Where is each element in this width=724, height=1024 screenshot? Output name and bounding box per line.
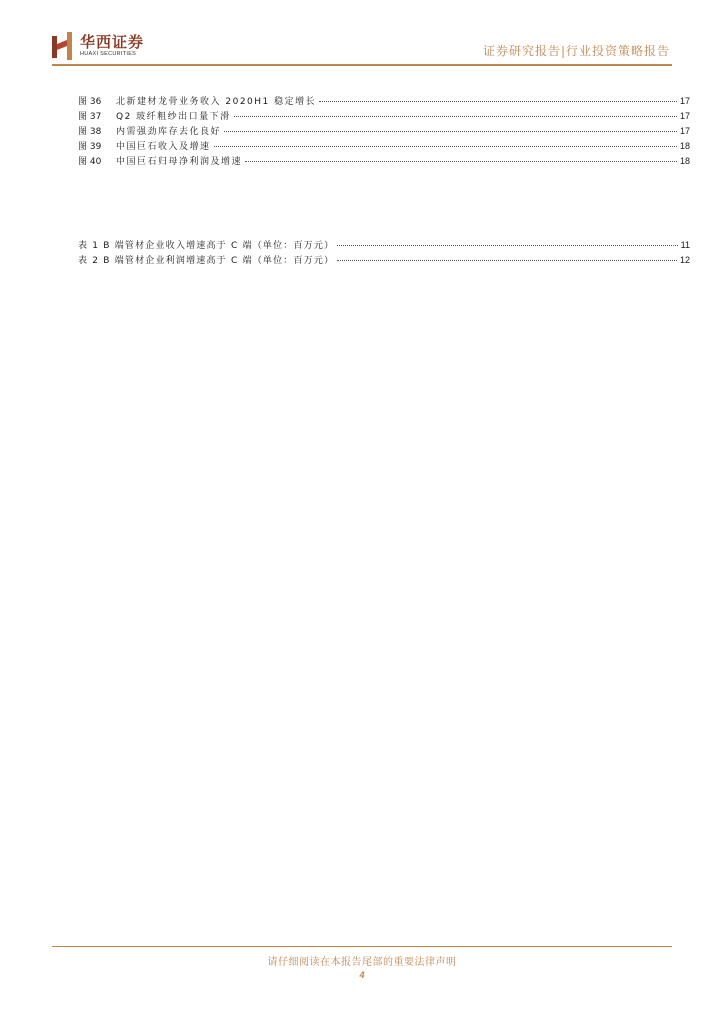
legal-disclaimer-note: 请仔细阅读在本报告尾部的重要法律声明 [267,957,457,968]
figure-label: 图 37 [78,112,102,122]
figure-title: 北新建材龙骨业务收入 2020H1 稳定增长 [116,97,317,107]
table-title: 表 1 B 端管材企业收入增速高于 C 端（单位：百万元） [78,241,335,251]
figure-label: 图 38 [78,127,102,137]
report-type-label: 证券研究报告|行业投资策略报告 [482,44,670,58]
figure-page: 17 [679,111,690,121]
huaxi-logo-icon [52,32,74,60]
page-header [52,30,672,64]
figure-title: 中国巨石收入及增速 [116,142,211,152]
dot-leader [337,260,677,261]
header-divider [52,64,672,66]
figure-title: Q2 玻纤粗纱出口量下滑 [116,112,231,122]
figure-list [78,94,690,169]
table-page: 11 [680,240,690,250]
dot-leader [245,161,677,162]
company-logo [52,32,144,60]
figure-page: 17 [679,96,690,106]
figure-page: 18 [679,156,690,166]
dot-leader [319,101,677,102]
figure-entry[interactable] [78,124,690,139]
table-entry[interactable] [78,238,690,253]
table-entry[interactable] [78,253,690,268]
page-number: 4 [359,970,365,980]
footer-divider [52,946,672,947]
figure-label: 图 40 [78,157,102,167]
figure-label: 图 39 [78,142,102,152]
figure-page: 18 [679,141,690,151]
logo-english-name: HUAXI SECURITIES [80,51,137,57]
figure-entry[interactable] [78,94,690,109]
table-page: 12 [679,255,690,265]
figure-entry[interactable] [78,139,690,154]
figure-title: 内需强劲库存去化良好 [116,127,222,137]
figure-entry[interactable] [78,154,690,169]
table-title: 表 2 B 端管材企业利润增速高于 C 端（单位：百万元） [78,256,335,266]
dot-leader [337,245,677,246]
figure-entry[interactable] [78,109,690,124]
table-list [78,238,690,268]
dot-leader [224,131,677,132]
figure-label: 图 36 [78,97,102,107]
figure-page: 17 [679,126,690,136]
dot-leader [214,146,677,147]
dot-leader [234,116,677,117]
figure-title: 中国巨石归母净利润及增速 [116,157,243,167]
logo-chinese-name: 华西证券 [80,33,145,51]
